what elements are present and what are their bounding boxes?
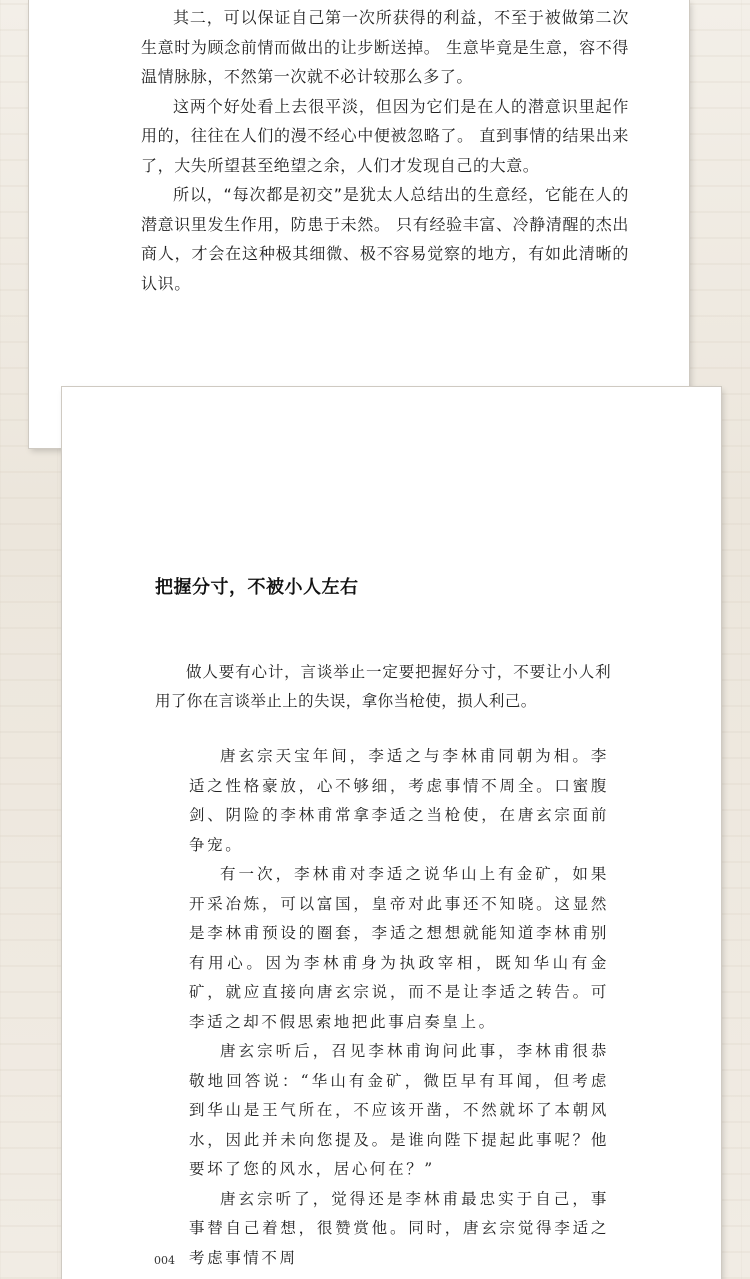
back-paragraph-2: 这两个好处看上去很平淡，但因为它们是在人的潜意识里起作用的，往往在人们的漫不经心中便被忽略了。 直到事情的结果出来了，大失所望甚至绝望之余，人们才发现自己的大意。 bbox=[141, 96, 629, 175]
story-paragraph-1: 唐玄宗天宝年间，李适之与李林甫同朝为相。李适之性格豪放，心不够细，考虑事情不周全。口蜜腹剑、阴险的李林甫常拿李适之当枪使，在唐玄宗面前争宠。 bbox=[189, 747, 609, 854]
intro-block bbox=[155, 658, 611, 716]
front-page bbox=[62, 387, 721, 1279]
page-number: 004 bbox=[154, 1254, 175, 1267]
story-paragraph-2: 有一次，李林甫对李适之说华山上有金矿，如果开采冶炼，可以富国，皇帝对此事还不知晓。这显然是李林甫预设的圈套，李适之想想就能知道李林甫别有用心。因为李林甫身为执政宰相，既知华山有金矿，就应直接向唐玄宗说，而不是让李适之转告。可李适之却不假思索地把此事启奏皇上。 bbox=[189, 865, 609, 1031]
back-page-text bbox=[141, 3, 629, 298]
back-page bbox=[29, 0, 689, 448]
story-paragraph-4: 唐玄宗听了，觉得还是李林甫最忠实于自己，事事替自己着想，很赞赏他。同时，唐玄宗觉得李适之考虑事情不周 bbox=[189, 1189, 609, 1267]
story-paragraph-3: 唐玄宗听后，召见李林甫询问此事，李林甫很恭敬地回答说：“华山有金矿，微臣早有耳闻，但考虑到华山是王气所在，不应该开凿，不然就坏了本朝风水，因此并未向您提及。是谁向陛下提起此事呢？他要坏了您的风水，居心何在？” bbox=[189, 1042, 609, 1178]
section-heading: 把握分寸，不被小人左右 bbox=[155, 577, 359, 598]
back-paragraph-1: 其二，可以保证自己第一次所获得的利益，不至于被做第二次生意时为顾念前情而做出的让步断送掉。 生意毕竟是生意，容不得温情脉脉，不然第一次就不必计较那么多了。 bbox=[141, 8, 629, 86]
back-paragraph-3: 所以，“每次都是初交”是犹太人总结出的生意经，它能在人的潜意识里发生作用，防患于未然。 只有经验丰富、冷静清醒的杰出商人，才会在这种极其细微、极不容易觉察的地方，有如此清晰的认识。 bbox=[141, 185, 629, 293]
intro-paragraph: 做人要有心计，言谈举止一定要把握好分寸，不要让小人利用了你在言谈举止上的失误，拿你当枪使，损人利己。 bbox=[155, 663, 611, 710]
story-block bbox=[189, 742, 609, 1273]
